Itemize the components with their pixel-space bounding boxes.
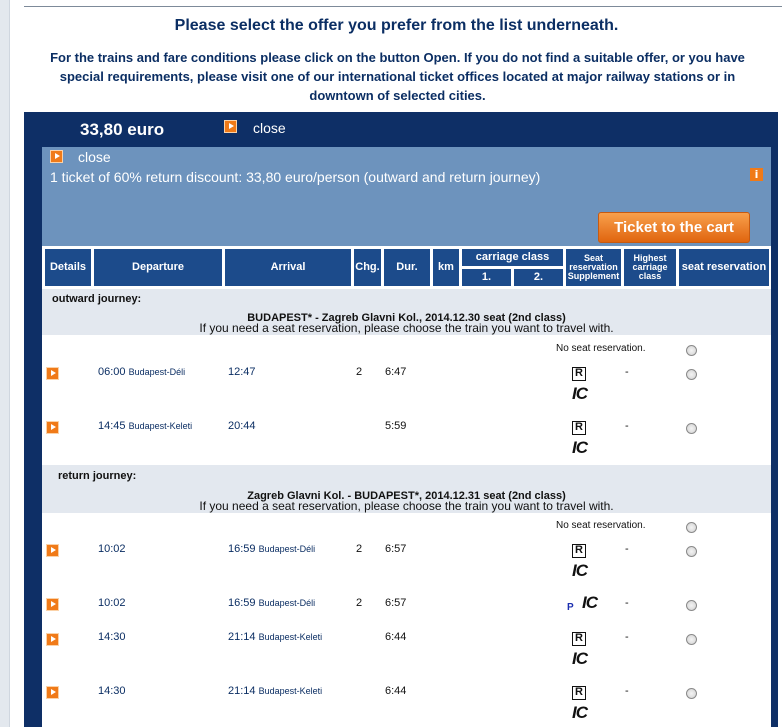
intercity-icon: IC — [572, 384, 587, 403]
col-arrival: Arrival — [225, 249, 351, 286]
return-4-seat-radio[interactable] — [686, 688, 697, 699]
return-no-seat-label: No seat reservation. — [556, 520, 646, 531]
return-2-duration: 6:57 — [385, 597, 407, 609]
outward-1-departure: 06:00 Budapest-Déli — [98, 366, 186, 378]
pillow-supplement-icon: P — [567, 602, 574, 613]
reservation-icon: R — [572, 632, 586, 646]
return-4-highest-class: - — [625, 685, 629, 697]
col-departure: Departure — [94, 249, 222, 286]
outward-2-duration: 5:59 — [385, 420, 407, 432]
col-class-1: 1. — [462, 269, 511, 286]
return-label: return journey: — [58, 470, 137, 482]
return-4-departure: 14:30 — [98, 685, 126, 697]
page-title: Please select the offer you prefer from the list underneath. — [174, 17, 619, 34]
return-2-highest-class: - — [625, 597, 629, 609]
outward-1-arrival: 12:47 — [228, 366, 256, 378]
return-2-arrival: 16:59 Budapest-Déli — [228, 597, 316, 609]
return-3-seat-radio[interactable] — [686, 634, 697, 645]
close-offer-icon[interactable] — [224, 120, 237, 133]
fare-description: 1 ticket of 60% return discount: 33,80 euro/person (outward and return journey) — [50, 169, 541, 185]
col-carriage-class: carriage class — [462, 249, 563, 266]
intro-text: For the trains and fare conditions please click on the button Open. If you do not find a suitable offer, or you have special requirements, please visit one of our international ticket offices located at major railway stations or in downtown of selected cities. — [50, 50, 745, 103]
reservation-icon: R — [572, 367, 586, 381]
intercity-icon: IC — [572, 438, 587, 457]
return-1-seat-radio[interactable] — [686, 546, 697, 557]
intercity-icon: IC — [582, 593, 597, 612]
return-1-open-icon[interactable] — [46, 544, 59, 557]
outward-1-changes: 2 — [356, 366, 363, 378]
return-1-changes: 2 — [356, 543, 363, 555]
outward-1-open-icon[interactable] — [46, 367, 59, 380]
return-route: Zagreb Glavni Kol. - BUDAPEST*, 2014.12.31 seat (2nd class) — [247, 490, 566, 502]
fare-summary — [42, 147, 771, 246]
intercity-icon: IC — [572, 649, 587, 668]
outward-2-highest-class: - — [625, 420, 629, 432]
col-class-2: 2. — [514, 269, 563, 286]
offer-box — [24, 112, 778, 727]
return-3-departure: 14:30 — [98, 631, 126, 643]
return-3-open-icon[interactable] — [46, 633, 59, 646]
outward-2-departure: 14:45 Budapest-Keleti — [98, 420, 193, 432]
reservation-icon: R — [572, 686, 586, 700]
return-no-seat-radio[interactable] — [686, 522, 697, 533]
close-fare-link[interactable]: close — [78, 149, 111, 165]
outward-label: outward journey: — [52, 293, 142, 305]
outward-2-seat-radio[interactable] — [686, 423, 697, 434]
intercity-icon: IC — [572, 561, 587, 580]
return-3-highest-class: - — [625, 631, 629, 643]
reservation-icon: R — [572, 544, 586, 558]
return-1-duration: 6:57 — [385, 543, 407, 555]
col-seat-reservation: seat reservation — [679, 249, 769, 286]
top-divider — [24, 6, 782, 7]
info-icon[interactable]: i — [750, 168, 763, 181]
offer-details — [42, 147, 771, 727]
offer-panel — [9, 0, 782, 727]
return-4-duration: 6:44 — [385, 685, 407, 697]
outward-hint: If you need a seat reservation, please choose the train you want to travel with. — [199, 321, 614, 335]
offer-price: 33,80 euro — [80, 120, 165, 139]
outward-1-duration: 6:47 — [385, 366, 407, 378]
outward-2-open-icon[interactable] — [46, 421, 59, 434]
left-sidebar — [0, 0, 9, 727]
return-1-highest-class: - — [625, 543, 629, 555]
col-changes: Chg. — [354, 249, 381, 286]
ticket-to-cart-button[interactable]: Ticket to the cart — [598, 212, 750, 243]
outward-1-seat-radio[interactable] — [686, 369, 697, 380]
outward-route: BUDAPEST* - Zagreb Glavni Kol., 2014.12.30 seat (2nd class) — [247, 312, 566, 324]
col-details: Details — [45, 249, 91, 286]
return-2-seat-radio[interactable] — [686, 600, 697, 611]
return-3-arrival: 21:14 Budapest-Keleti — [228, 631, 323, 643]
col-highest-class: Highest carriage class — [624, 249, 676, 286]
outward-no-seat-label: No seat reservation. — [556, 343, 646, 354]
return-3-duration: 6:44 — [385, 631, 407, 643]
col-seat-supplement: Seat reservation Supplement — [566, 249, 621, 286]
return-2-departure: 10:02 — [98, 597, 126, 609]
return-hint: If you need a seat reservation, please choose the train you want to travel with. — [199, 499, 614, 513]
return-4-open-icon[interactable] — [46, 686, 59, 699]
reservation-icon: R — [572, 421, 586, 435]
return-1-arrival: 16:59 Budapest-Déli — [228, 543, 316, 555]
col-duration: Dur. — [384, 249, 430, 286]
return-4-arrival: 21:14 Budapest-Keleti — [228, 685, 323, 697]
outward-no-seat-radio[interactable] — [686, 345, 697, 356]
close-fare-icon[interactable] — [50, 150, 63, 163]
return-1-departure: 10:02 — [98, 543, 126, 555]
return-2-open-icon[interactable] — [46, 598, 59, 611]
outward-1-highest-class: - — [625, 366, 629, 378]
return-2-changes: 2 — [356, 597, 363, 609]
outward-2-arrival: 20:44 — [228, 420, 256, 432]
close-offer-link[interactable]: close — [253, 120, 286, 136]
intercity-icon: IC — [572, 703, 587, 722]
col-km: km — [433, 249, 459, 286]
